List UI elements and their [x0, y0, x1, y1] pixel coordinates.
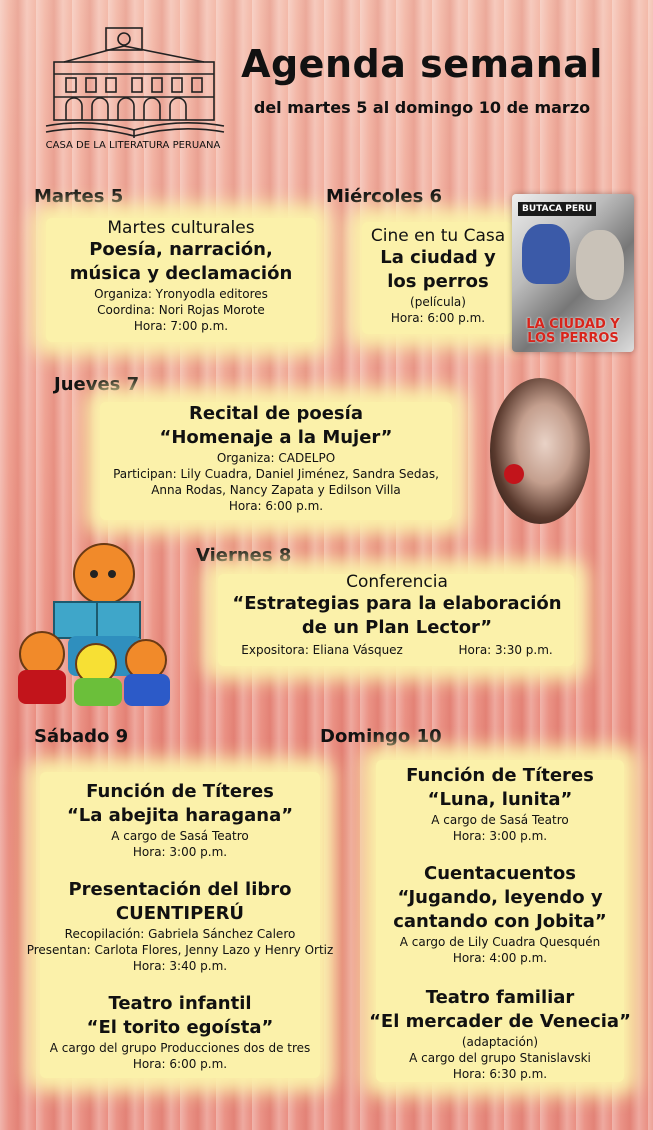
day-heading-friday: Viernes 8: [196, 545, 292, 566]
event-detail: Coordina: Nori Rojas Morote: [97, 303, 265, 317]
event-category: Conferencia: [346, 572, 448, 592]
page-title: Agenda semanal: [241, 42, 603, 86]
logo-caption: CASA DE LA LITERATURA PERUANA: [45, 140, 221, 151]
event-detail: Anna Rodas, Nancy Zapata y Edilson Villa: [151, 483, 401, 497]
event-title-line: de un Plan Lector”: [301, 617, 493, 638]
event-saturday-1: [10, 780, 350, 860]
event-detail: Hora: 6:30 p.m.: [452, 1067, 548, 1081]
poster-title: LA CIUDAD Y LOS PERROS: [526, 317, 620, 346]
event-title-line: Recital de poesía: [189, 403, 363, 424]
event-tuesday: [36, 218, 326, 334]
event-detail: Organiza: Yronyodla editores: [94, 287, 268, 301]
day-heading-saturday: Sábado 9: [34, 726, 129, 747]
event-title-line: “Homenaje a la Mujer”: [159, 427, 393, 448]
event-thursday: [96, 402, 456, 514]
event-detail: Organiza: CADELPO: [216, 451, 336, 465]
event-title-line: “El torito egoísta”: [86, 1017, 274, 1038]
poster-figure: [522, 224, 570, 284]
event-title-line: Teatro familiar: [425, 987, 575, 1008]
event-detail: A cargo de Sasá Teatro: [111, 829, 249, 843]
event-detail: Presentan: Carlota Flores, Jenny Lazo y Henry Ortiz: [26, 943, 334, 957]
event-title-line: Cuentacuentos: [424, 863, 576, 884]
event-sunday-3: [350, 986, 650, 1082]
event-detail: A cargo de Sasá Teatro: [431, 813, 569, 827]
day-heading-sunday: Domingo 10: [320, 726, 442, 747]
event-detail-row: [212, 642, 582, 658]
page-subtitle: del martes 5 al domingo 10 de marzo: [253, 98, 591, 117]
event-detail: A cargo del grupo Stanislavski: [409, 1051, 591, 1065]
event-detail: Hora: 3:00 p.m.: [452, 829, 548, 843]
day-heading-tuesday: Martes 5: [34, 186, 124, 207]
event-detail: Hora: 6:00 p.m.: [228, 499, 324, 513]
event-detail: Recopilación: Gabriela Sánchez Calero: [64, 927, 296, 941]
event-detail: Hora: 6:00 p.m.: [132, 1057, 228, 1071]
event-sunday-2: [350, 862, 650, 966]
poster-brand: BUTACA PERU: [518, 202, 596, 216]
event-sunday-1: [350, 764, 650, 844]
rose-icon: [504, 464, 524, 484]
event-saturday-3: [10, 992, 350, 1072]
event-title-line: “Estrategias para la elaboración: [232, 593, 562, 614]
event-time: Hora: 3:30 p.m.: [458, 643, 553, 657]
event-category: Martes culturales: [107, 218, 255, 238]
event-title-line: Función de Títeres: [86, 781, 274, 802]
event-detail: (película): [410, 295, 466, 309]
film-poster-image: [512, 194, 634, 352]
event-friday: [212, 572, 582, 658]
event-detail: A cargo del grupo Producciones dos de tres: [49, 1041, 311, 1055]
event-title-line: “La abejita haragana”: [66, 805, 294, 826]
event-category: Cine en tu Casa: [370, 226, 506, 246]
day-heading-thursday: Jueves 7: [54, 374, 140, 395]
children-reading-illustration: [12, 540, 172, 710]
event-title-line: música y declamación: [69, 263, 293, 284]
woman-with-rose-image: [490, 378, 590, 524]
event-detail: Hora: 4:00 p.m.: [452, 951, 548, 965]
event-title-line: “Luna, lunita”: [427, 789, 573, 810]
event-detail: A cargo de Lily Cuadra Quesquén: [399, 935, 601, 949]
event-title-line: Teatro infantil: [108, 993, 252, 1014]
event-detail: Hora: 3:40 p.m.: [132, 959, 228, 973]
day-heading-wednesday: Miércoles 6: [326, 186, 443, 207]
event-title-line: Poesía, narración,: [89, 239, 273, 260]
event-detail: Participan: Lily Cuadra, Daniel Jiménez, Sandra Sedas,: [113, 467, 439, 481]
event-title-line: cantando con Jobita”: [393, 911, 607, 932]
event-title-line: Función de Títeres: [406, 765, 594, 786]
event-detail: Hora: 3:00 p.m.: [132, 845, 228, 859]
event-title-line: CUENTIPERÚ: [115, 903, 245, 924]
event-title-line: “Jugando, leyendo y: [397, 887, 603, 908]
event-speaker: Expositora: Eliana Vásquez: [241, 643, 403, 657]
casa-literatura-logo: [44, 22, 226, 154]
event-wednesday: [360, 226, 516, 326]
event-title-line: Presentación del libro: [68, 879, 292, 900]
event-saturday-2: [10, 878, 350, 974]
event-title-line: los perros: [387, 271, 489, 292]
event-title-line: “El mercader de Venecia”: [369, 1011, 631, 1032]
event-title-line: La ciudad y: [380, 247, 496, 268]
event-detail: Hora: 7:00 p.m.: [133, 319, 229, 333]
event-detail: (adaptación): [461, 1035, 539, 1049]
poster-figure: [576, 230, 624, 300]
event-detail: Hora: 6:00 p.m.: [390, 311, 486, 325]
